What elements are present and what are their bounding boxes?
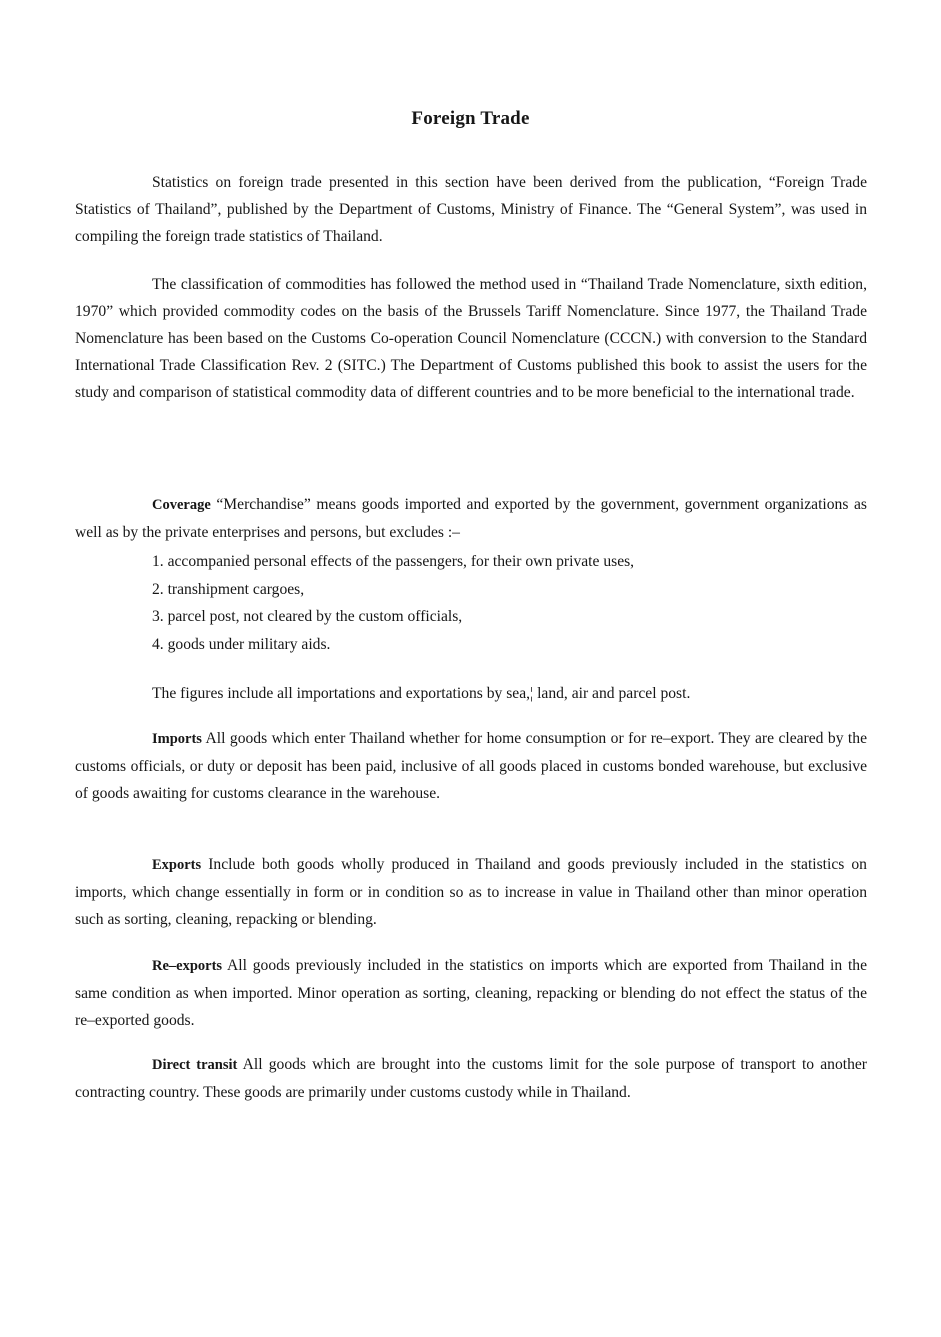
reexports-text: All goods previously included in the statistics on imports which are exported from Thailand in the same condition as when imported. Minor operation as sorting, cleaning, repacking or blending do not effect the status of the re–exported goods. <box>75 957 867 1029</box>
imports-definition <box>75 725 867 807</box>
exports-text: Include both goods wholly produced in Thailand and goods previously included in the statistics on imports, which change essentially in form or in condition so as to increase in value in Thailand other than minor operation such as sorting, cleaning, repacking or blending. <box>75 856 867 928</box>
exclusion-item: 2. transhipment cargoes, <box>152 580 305 598</box>
imports-term: Imports <box>152 731 202 747</box>
exports-term: Exports <box>152 857 202 873</box>
reexports-definition <box>75 952 867 1034</box>
coverage-text: “Merchandise” means goods imported and exported by the government, government organizations as well as by the private enterprises and persons, but excludes :– <box>75 496 867 541</box>
transit-term: Direct transit <box>152 1057 238 1073</box>
transit-definition <box>75 1051 867 1106</box>
coverage-term: Coverage <box>152 497 211 513</box>
figures-note: The figures include all importations and exportations by sea,¦ land, air and parcel post. <box>152 685 691 702</box>
exclusion-item: 1. accompanied personal effects of the passengers, for their own private uses, <box>152 553 635 570</box>
intro-paragraph-sources: Statistics on foreign trade presented in this section have been derived from the publication, “Foreign Trade Statistics of Thailand”, published by the Department of Customs, Ministry of Finance. The “General System”, was used in compiling the foreign trade statistics of Thailand. <box>75 174 867 245</box>
intro-paragraph-classification: The classification of commodities has followed the method used in “Thailand Trade Nomenclature, sixth edition, 1970” which provided commodity codes on the basis of the Brussels Tariff Nomenclature. Since 1977, the Thailand Trade Nomenclature has been based on the Customs Co-operation Council Nomenclature (CCCN.) with conversion to the Standard International Trade Classification Rev. 2 (SITC.) The Department of Customs published this book to assist the users for the study and comparison of statistical commodity data of different countries and to be more beneficial to the international trade. <box>75 276 867 401</box>
transit-text: All goods which are brought into the customs limit for the sole purpose of transport to another contracting country. These goods are primarily under customs custody while in Thailand. <box>75 1056 868 1101</box>
page-title: Foreign Trade <box>411 108 530 129</box>
imports-text: All goods which enter Thailand whether for home consumption or for re–export. They are cleared by the customs officials, or duty or deposit has been paid, inclusive of all goods placed in customs bonded warehouse, but exclusive of goods awaiting for customs clearance in the warehouse. <box>75 730 867 802</box>
exports-definition <box>75 851 867 933</box>
exclusion-item: 3. parcel post, not cleared by the custom officials, <box>152 608 463 625</box>
exclusions-list <box>152 548 852 658</box>
coverage-paragraph <box>75 491 867 546</box>
reexports-term: Re–exports <box>152 958 223 974</box>
exclusion-item: 4. goods under military aids. <box>152 635 331 653</box>
